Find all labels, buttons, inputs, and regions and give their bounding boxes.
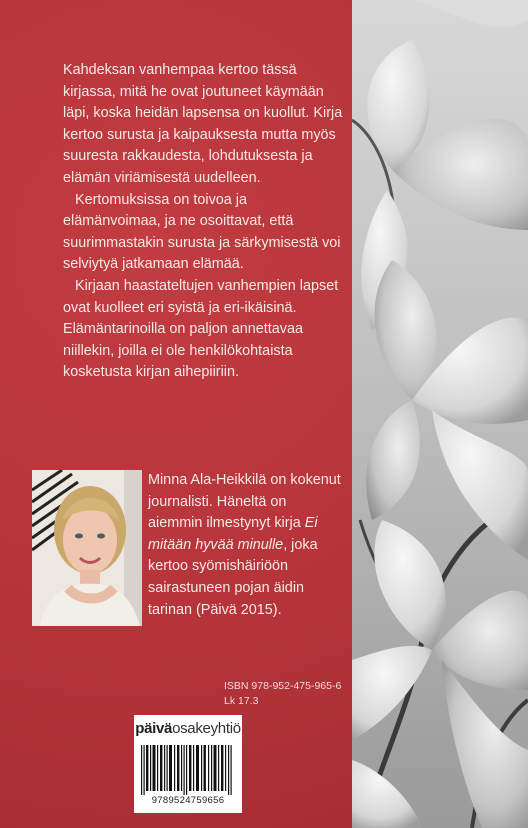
barcode-icon — [139, 745, 237, 795]
blurb-paragraph-1: Kahdeksan vanhempaa kertoo tässä kirjassa, mitä he ovat joutuneet käymään läpi, koska heidän lapsensa on kuollut. Kirja kertoo surusta ja kaipauksesta mutta myös suuresta rakkaudesta, lohdutuksesta ja elämän viriämisestä uudelleen. — [63, 62, 343, 186]
publisher-name-bold: päivä — [135, 720, 173, 737]
author-bio-end: , joka kertoo syömishäiriöön sairastuneen pojan äidin tarinan (Päivä 2015). — [148, 536, 318, 618]
publisher-name-rest: osakeyhtiö — [172, 720, 241, 737]
magnolia-photo — [352, 0, 528, 828]
isbn-number: ISBN 978-952-475-965-6 — [224, 680, 342, 692]
author-bio — [148, 470, 344, 621]
barcode-number: 9789524759656 — [151, 795, 225, 806]
isbn-block — [224, 679, 344, 709]
author-bio-start: Minna Ala-Heikkilä on kokenut journalisti. Häneltä on aiemmin ilmestynyt kirja — [148, 472, 341, 532]
previous-book-title: Ei mitään hyvää minulle — [148, 515, 318, 553]
back-cover-blurb — [63, 60, 345, 384]
publisher-logo — [134, 715, 242, 743]
blurb-paragraph-2: Kertomuksissa on toivoa ja elämänvoimaa, ja ne osoittavat, että suurimmastakin surusta ja särkymisestä voi selviytyä jatkamaan elämää. — [63, 191, 341, 273]
author-photo — [32, 470, 142, 626]
blurb-paragraph-3: Kirjaan haastateltujen vanhempien lapset ovat kuolleet eri syistä ja eri-ikäisinä. Elämäntarinoilla on paljon annettavaa niillekin, joilla ei ole henkilökohtaista kosketusta kirjan aihepiiriin. — [63, 277, 339, 381]
barcode-label — [134, 715, 242, 813]
author-bio-text — [148, 470, 344, 621]
library-class: Lk 17.3 — [224, 695, 259, 707]
